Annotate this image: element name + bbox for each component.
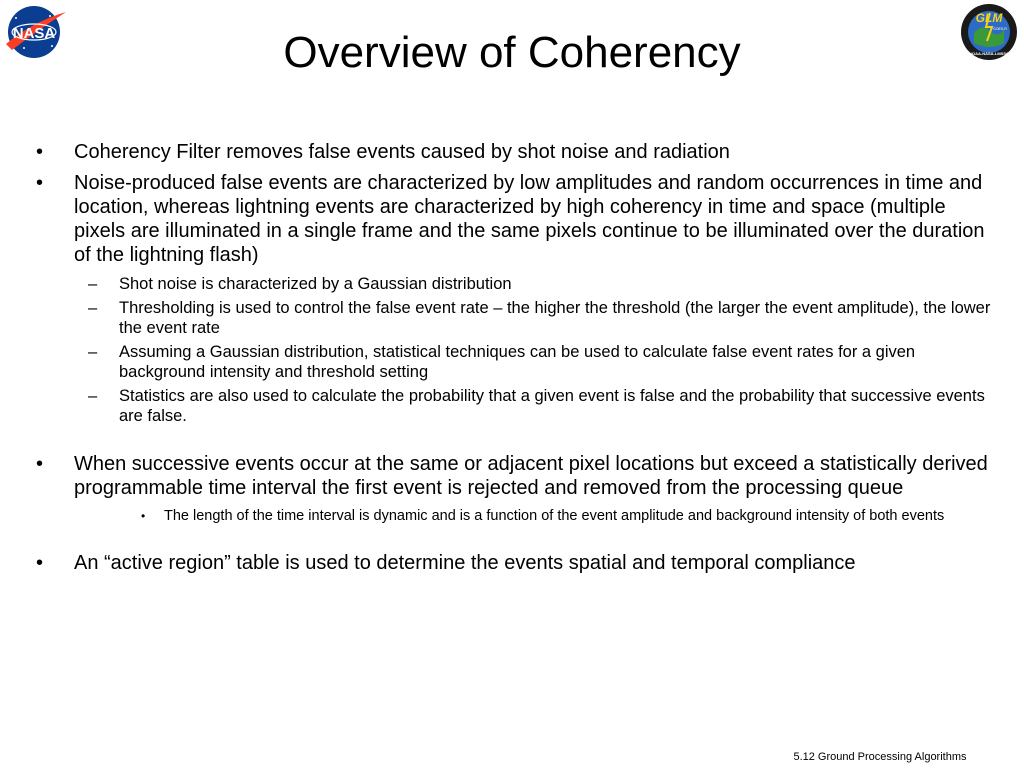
sub-bullet-item xyxy=(36,298,996,338)
bullet-icon: • xyxy=(36,453,44,475)
sub-bullet-text: Assuming a Gaussian distribution, statistical techniques can be used to calculate false event rates for a given background intensity and threshold setting xyxy=(119,343,916,381)
bullet-item xyxy=(36,452,996,500)
bullet-item xyxy=(36,140,996,164)
bullet-icon: • xyxy=(141,509,146,523)
goesr-logo-text: GOES-R xyxy=(993,27,1007,31)
slide-body xyxy=(36,140,996,582)
bullet-text: Noise-produced false events are characterized by low amplitudes and random occurrences in time and location, whereas lightning events are characterized by high coherency in time and space (multiple pixels are illuminated in a single frame and the same pixels continue to be illuminated over the duration of the lightning flash) xyxy=(74,172,985,266)
bullet-text: Coherency Filter removes false events caused by shot noise and radiation xyxy=(74,141,730,163)
sub-bullet-text: Statistics are also used to calculate the probability that a given event is false and the probability that successive events are false. xyxy=(119,387,985,425)
sub-sub-bullet-item xyxy=(36,507,996,525)
bullet-icon: • xyxy=(36,141,44,163)
dash-icon: – xyxy=(88,387,98,405)
sub-bullet-item xyxy=(36,342,996,382)
slide-footer: 5.12 Ground Processing Algorithms xyxy=(793,751,967,763)
glm-logo-text: GLM xyxy=(975,11,1003,25)
dash-icon: – xyxy=(88,343,98,361)
dash-icon: – xyxy=(88,275,98,293)
sub-bullet-text: Shot noise is characterized by a Gaussian distribution xyxy=(119,275,512,293)
sub-sub-bullet-text: The length of the time interval is dynamic and is a function of the event amplitude and background intensity of both events xyxy=(164,508,945,524)
dash-icon: – xyxy=(88,299,98,317)
sub-bullet-item xyxy=(36,386,996,426)
bullet-text: When successive events occur at the same or adjacent pixel locations but exceed a statistically derived programmable time interval the first event is rejected and removed from the processing queue xyxy=(74,453,988,499)
bullet-item xyxy=(36,551,996,575)
bullet-item xyxy=(36,171,996,267)
spacer xyxy=(36,529,996,551)
nasa-logo-text: NASA xyxy=(12,25,56,42)
glm-ring-text: NOAA-NASA-LMSSC xyxy=(969,51,1009,56)
sub-bullet-text: Thresholding is used to control the false event rate – the higher the threshold (the larger the event amplitude), the lower the event rate xyxy=(119,299,991,337)
sub-bullet-item xyxy=(36,274,996,294)
bullet-icon: • xyxy=(36,552,44,574)
bullet-icon: • xyxy=(36,172,44,194)
spacer xyxy=(36,430,996,452)
bullet-text: An “active region” table is used to determine the events spatial and temporal compliance xyxy=(74,552,856,574)
slide-title: Overview of Coherency xyxy=(283,28,741,77)
bullet-list xyxy=(36,140,996,575)
